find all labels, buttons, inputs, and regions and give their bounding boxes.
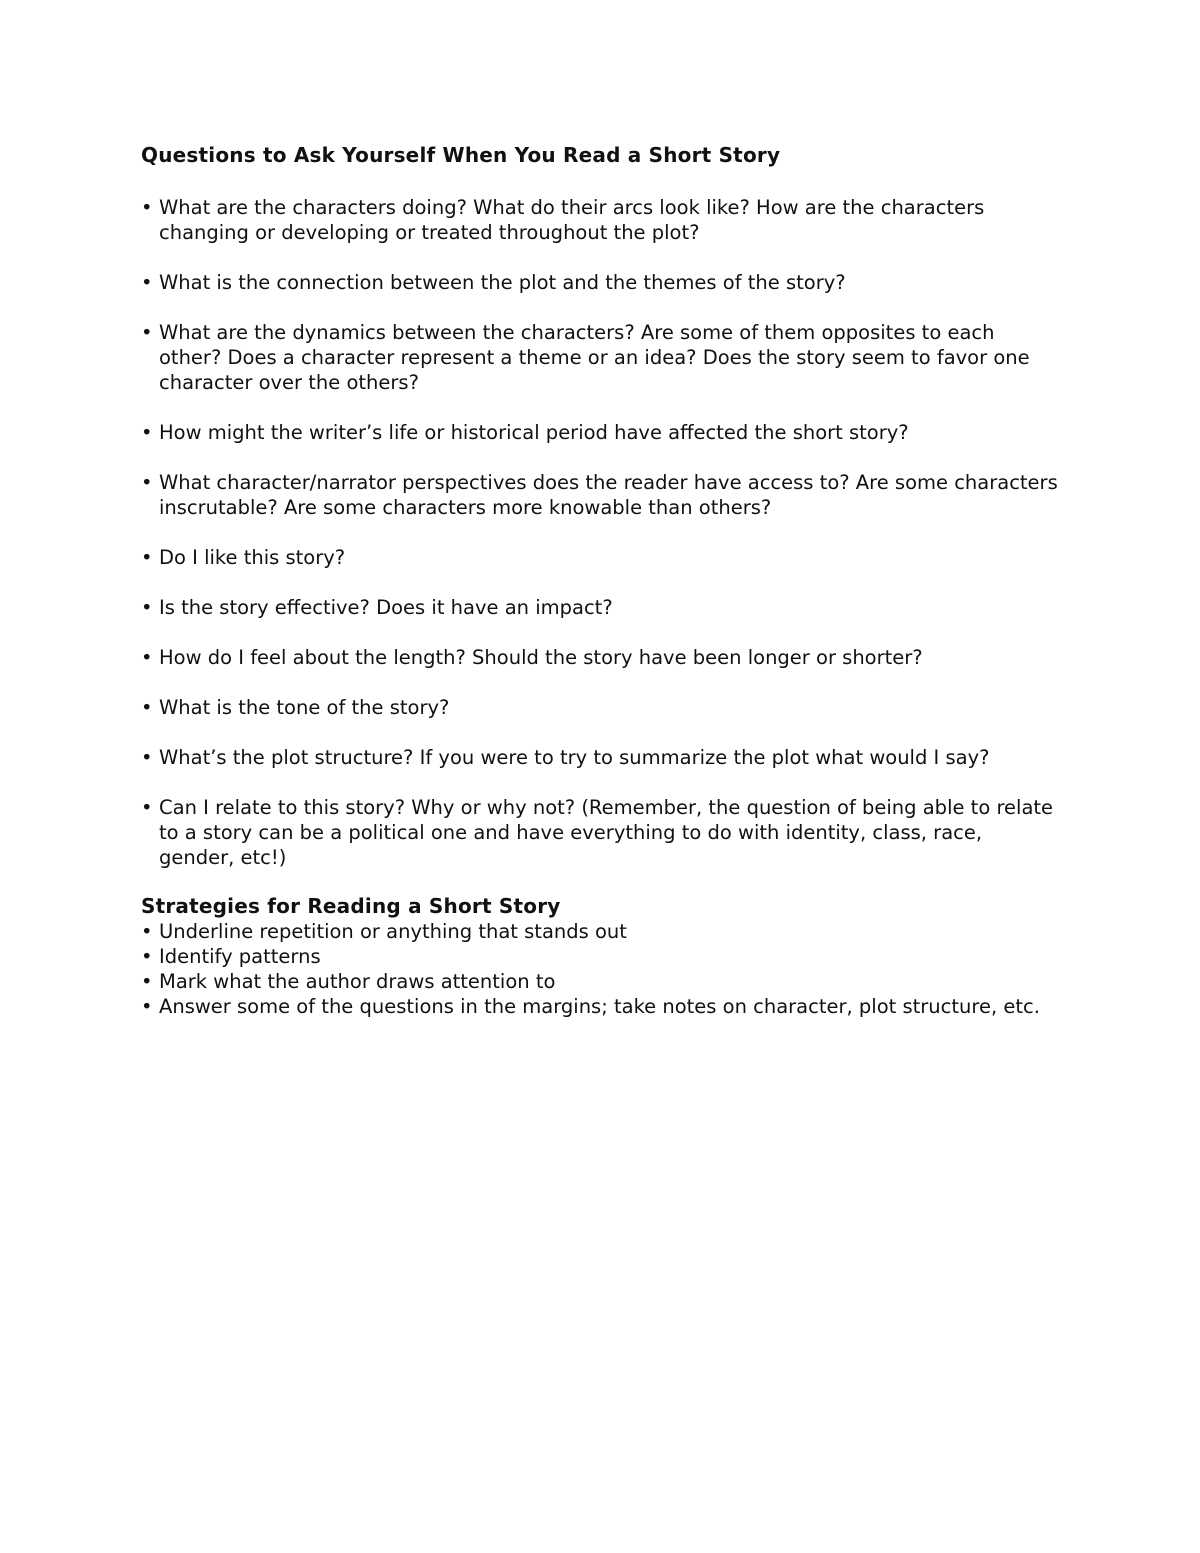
list-item (141, 795, 1061, 870)
list-item-text: What is the connection between the plot and the themes of the story? (159, 271, 846, 294)
list-item (141, 420, 1061, 445)
list-item (141, 969, 1061, 994)
strategies-heading: Strategies for Reading a Short Story (141, 894, 561, 918)
list-item-text: Identify patterns (159, 945, 321, 968)
list-item-text: Do I like this story? (159, 546, 346, 569)
list-item-text: How might the writer’s life or historical period have affected the short story? (159, 421, 909, 444)
list-item-text: What are the dynamics between the characters? Are some of them opposites to each other? Does a character represent a theme or an idea? Does the story seem to favor one character over the others? (159, 321, 1030, 394)
list-item (141, 320, 1061, 395)
list-item (141, 195, 1061, 245)
bullet-icon: • (141, 796, 153, 819)
bullet-icon: • (141, 970, 153, 993)
list-item (141, 745, 1061, 770)
list-item (141, 595, 1061, 620)
list-item-text: How do I feel about the length? Should the story have been longer or shorter? (159, 646, 923, 669)
list-item-text: What character/narrator perspectives does the reader have access to? Are some characters inscrutable? Are some characters more knowable than others? (159, 471, 1058, 519)
list-item (141, 695, 1061, 720)
bullet-icon: • (141, 746, 153, 769)
list-item-text: What’s the plot structure? If you were to try to summarize the plot what would I say? (159, 746, 990, 769)
list-item-text: Answer some of the questions in the margins; take notes on character, plot structure, etc. (159, 995, 1040, 1018)
bullet-icon: • (141, 945, 153, 968)
bullet-icon: • (141, 696, 153, 719)
list-item (141, 944, 1061, 969)
questions-list (141, 195, 1061, 870)
list-item-text: Is the story effective? Does it have an impact? (159, 596, 613, 619)
bullet-icon: • (141, 546, 153, 569)
list-item-text: Mark what the author draws attention to (159, 970, 556, 993)
list-item-text: Underline repetition or anything that stands out (159, 920, 627, 943)
bullet-icon: • (141, 646, 153, 669)
list-item (141, 994, 1061, 1019)
bullet-icon: • (141, 920, 153, 943)
list-item-text: What is the tone of the story? (159, 696, 450, 719)
list-item-text: What are the characters doing? What do their arcs look like? How are the characters changing or developing or treated throughout the plot? (159, 196, 985, 244)
list-item-text: Can I relate to this story? Why or why not? (Remember, the question of being able to relate to a story can be a political one and have everything to do with identity, class, race, gender, etc!) (159, 796, 1054, 869)
bullet-icon: • (141, 196, 153, 219)
bullet-icon: • (141, 596, 153, 619)
bullet-icon: • (141, 471, 153, 494)
list-item (141, 919, 1061, 944)
strategies-list (141, 919, 1061, 1019)
list-item (141, 645, 1061, 670)
bullet-icon: • (141, 995, 153, 1018)
list-item (141, 545, 1061, 570)
bullet-icon: • (141, 321, 153, 344)
bullet-icon: • (141, 421, 153, 444)
document-page (141, 143, 1061, 1019)
bullet-icon: • (141, 271, 153, 294)
questions-heading: Questions to Ask Yourself When You Read a Short Story (141, 143, 781, 167)
list-item (141, 270, 1061, 295)
list-item (141, 470, 1061, 520)
